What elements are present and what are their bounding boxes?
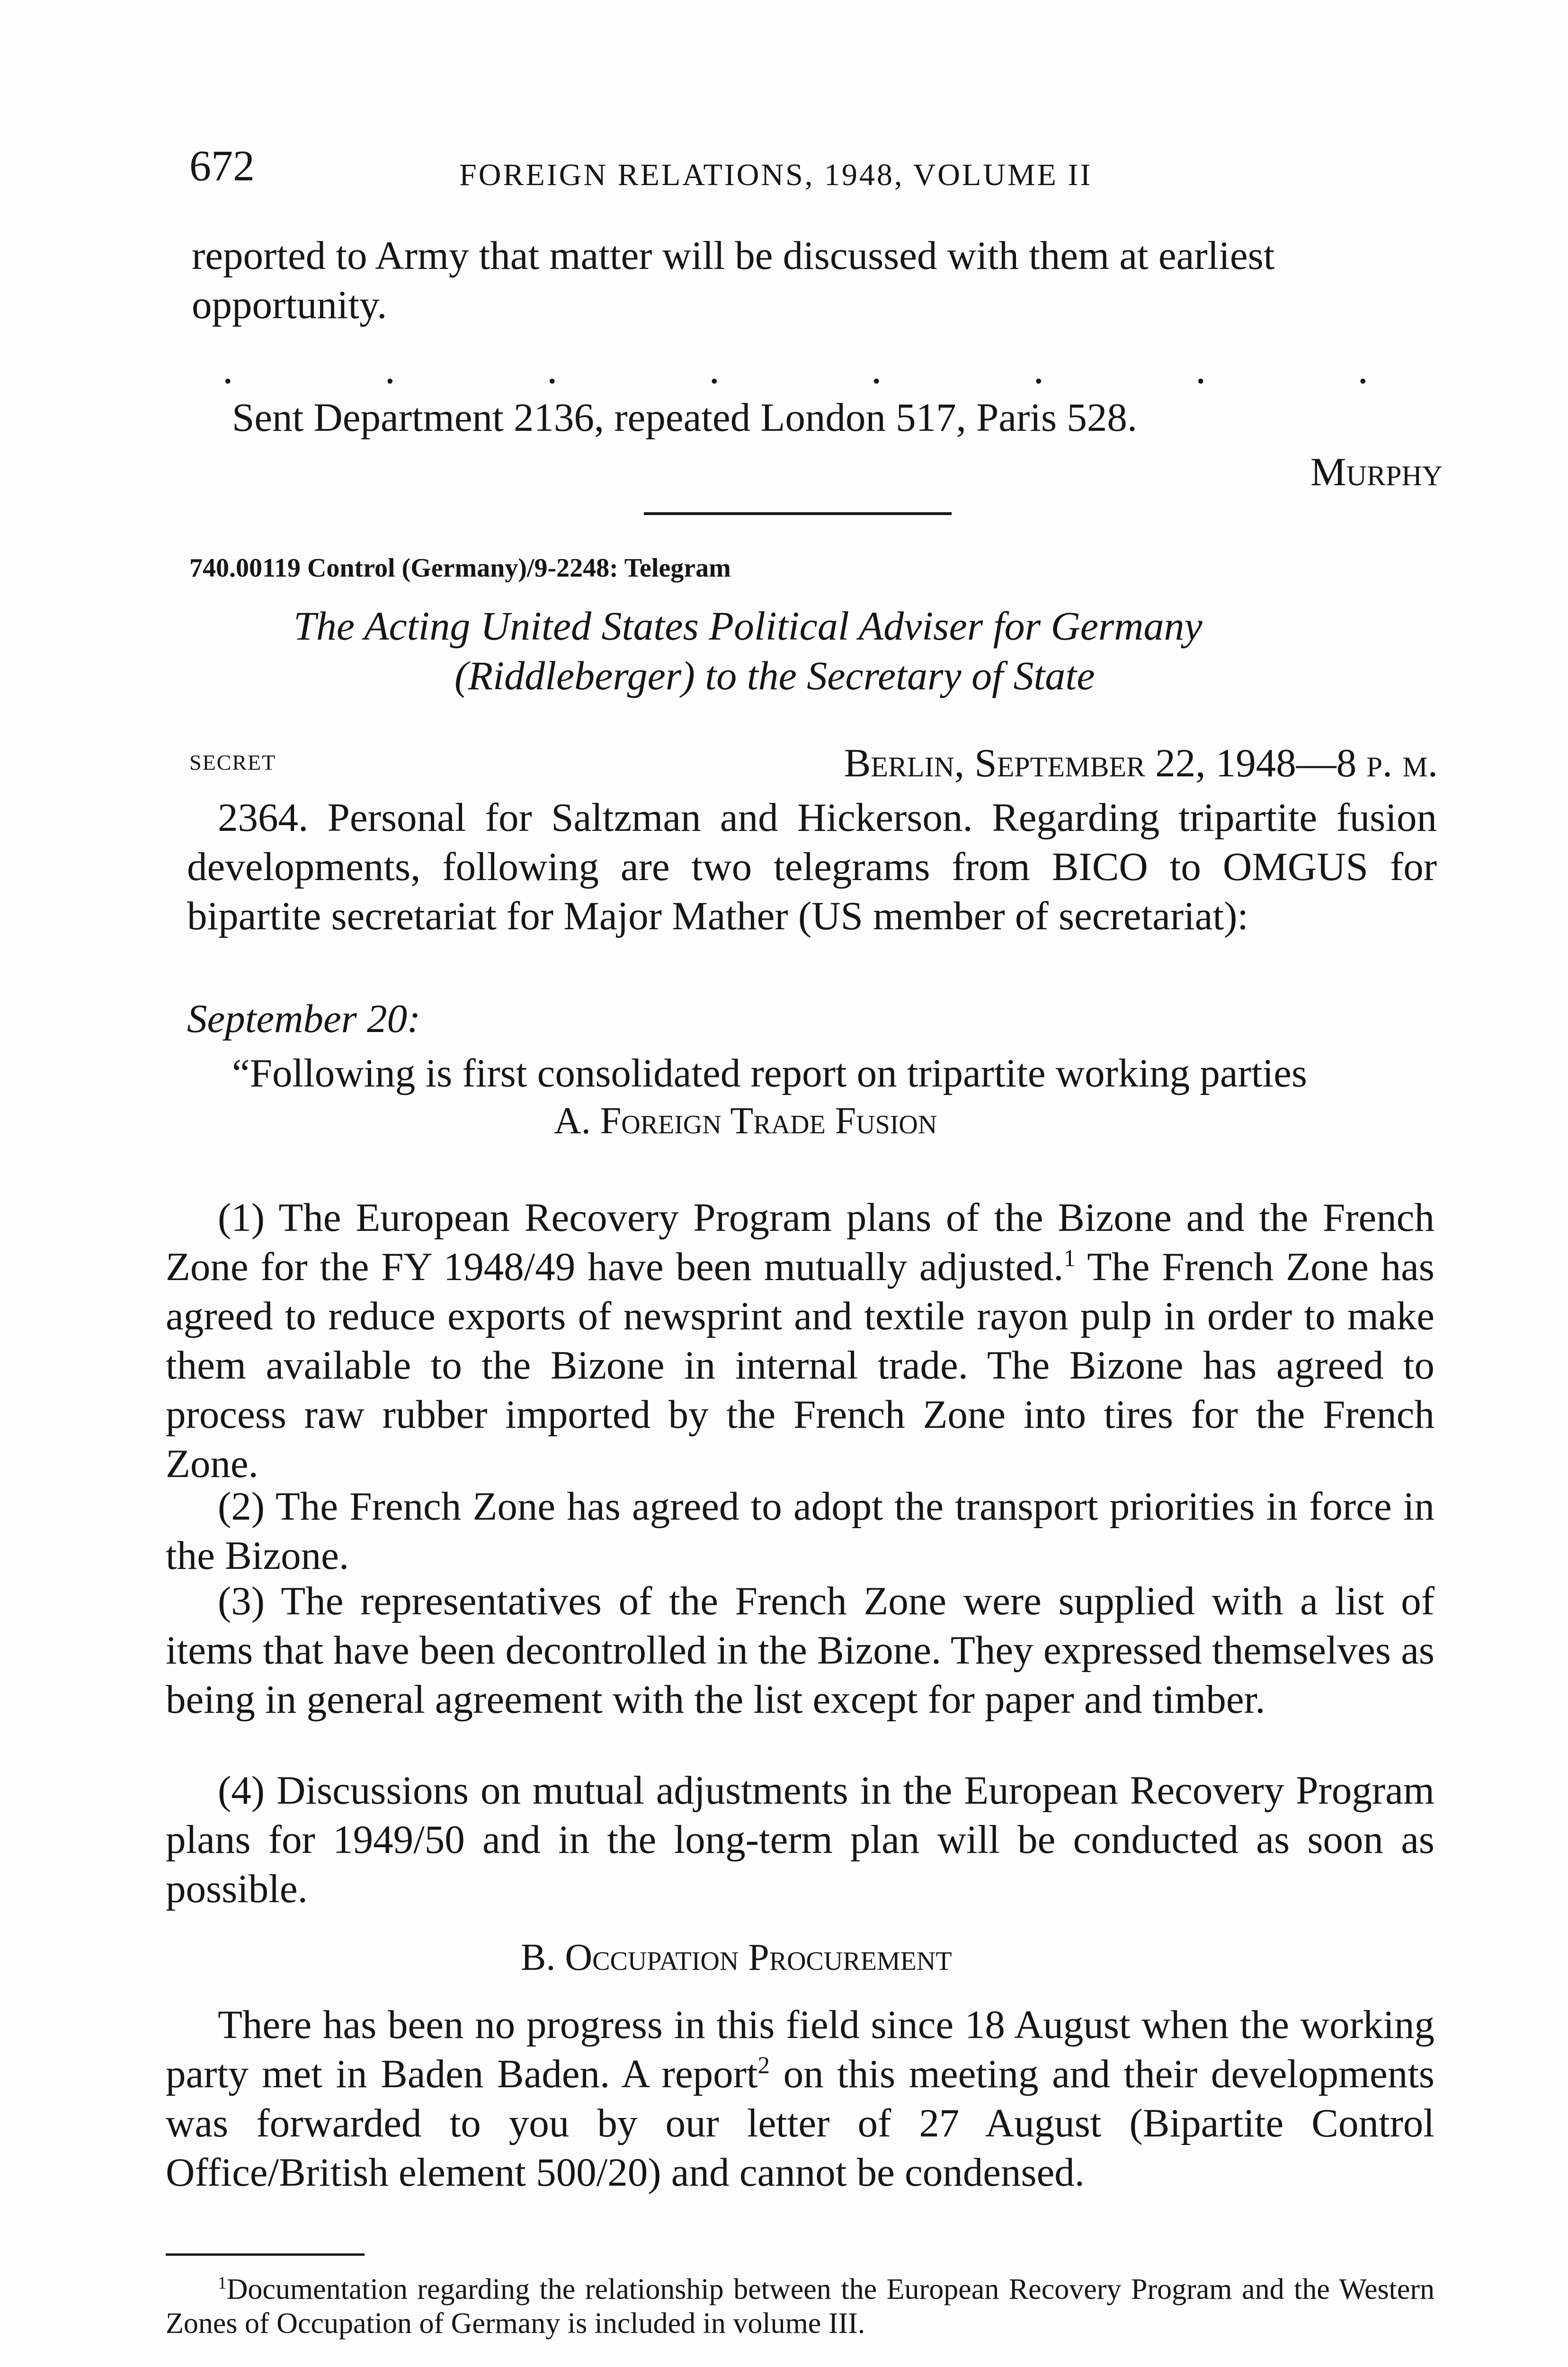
- section-a-item-3: (3) The representatives of the French Zone were supplied with a list of items that have been decontrolled in the Bizone. They expressed themselves as being in general agreement with the list except for paper and timber.: [166, 1579, 1434, 1722]
- footnote-ref-1: 1: [1063, 1245, 1076, 1272]
- footnote-rule: [166, 2253, 365, 2256]
- dot: .: [384, 346, 395, 392]
- document-title-line1: The Acting United States Political Adviser for Germany: [294, 603, 1203, 649]
- item-1-continuation: The French Zone has agreed to reduce exports of newsprint and textile rayon pulp in order to make them available to the Bizone in internal trade. The Bizone has agreed to process raw rubber imported by the French Zone into tires for the French Zone.: [166, 1245, 1434, 1486]
- dot: .: [1033, 346, 1044, 392]
- previous-doc-continuation: reported to Army that matter will be discussed with them at earliest opportunity.: [192, 233, 1275, 327]
- dot: .: [547, 346, 558, 392]
- report-intro: “Following is first consolidated report on tripartite working parties: [232, 1051, 1307, 1095]
- footnote-1-text: Documentation regarding the relationship between the European Recovery Program and the Western Zones of Occupation of Germany is included in volume III.: [166, 2273, 1434, 2340]
- dot: .: [1195, 346, 1206, 392]
- place-date: [844, 739, 1438, 788]
- classification: secret: [189, 742, 276, 777]
- place-date-text: Berlin, September 22, 1948—8 p. m.: [844, 741, 1438, 785]
- item-1-text: (1) The European Recovery Program plans of the Bizone and the French Zone for the FY 1948/49 have been mutually adjusted.: [166, 1195, 1434, 1289]
- section-b-heading: B. Occupation Procurement: [521, 1937, 952, 1978]
- routing-line: Sent Department 2136, repeated London 517, Paris 528.: [232, 395, 1138, 440]
- opening-paragraph: 2364. Personal for Saltzman and Hickerson. Regarding tripartite fusion developments, following are two telegrams from BICO to OMGUS for bipartite secretariat for Major Mather (US member of secretariat):: [187, 795, 1437, 938]
- footnote-ref-2: 2: [757, 2052, 770, 2079]
- dot: .: [709, 346, 720, 392]
- section-b-text-continued: on this meeting and their developments was forwarded to you by our letter of 27 August (Bipartite Control Office/British element 500/20) and cannot be condensed.: [166, 2052, 1435, 2195]
- file-number: 740.00119 Control (Germany)/9-2248: Telegram: [189, 553, 731, 583]
- document-title-line2: (Riddleberger) to the Secretary of State: [454, 653, 1095, 698]
- section-a-item-1: [166, 1193, 1434, 1488]
- separator-rule: [644, 512, 952, 515]
- dot: .: [1357, 346, 1368, 392]
- section-b-text: There has been no progress in this field since 18 August when the working party met in Baden Baden. A report: [166, 2002, 1434, 2096]
- page-number: 672: [189, 142, 255, 190]
- dot: .: [223, 346, 233, 392]
- section-b-paragraph: [166, 2000, 1434, 2197]
- footnote-1: [166, 2272, 1434, 2340]
- section-a-item-2: (2) The French Zone has agreed to adopt the transport priorities in force in the Bizone.: [166, 1484, 1434, 1578]
- section-a-item-4: (4) Discussions on mutual adjustments in the European Recovery Program plans for 1949/50 and in the long-term plan will be conducted as soon as possible.: [166, 1768, 1434, 1911]
- dot: .: [871, 346, 882, 392]
- running-title: FOREIGN RELATIONS, 1948, VOLUME II: [459, 158, 1093, 192]
- section-a-heading: A. Foreign Trade Fusion: [554, 1100, 937, 1142]
- date-heading: September 20:: [187, 997, 421, 1041]
- signature: Murphy: [1310, 450, 1443, 494]
- footnote-marker-1: 1: [218, 2273, 227, 2293]
- omission-dots: [223, 348, 1368, 391]
